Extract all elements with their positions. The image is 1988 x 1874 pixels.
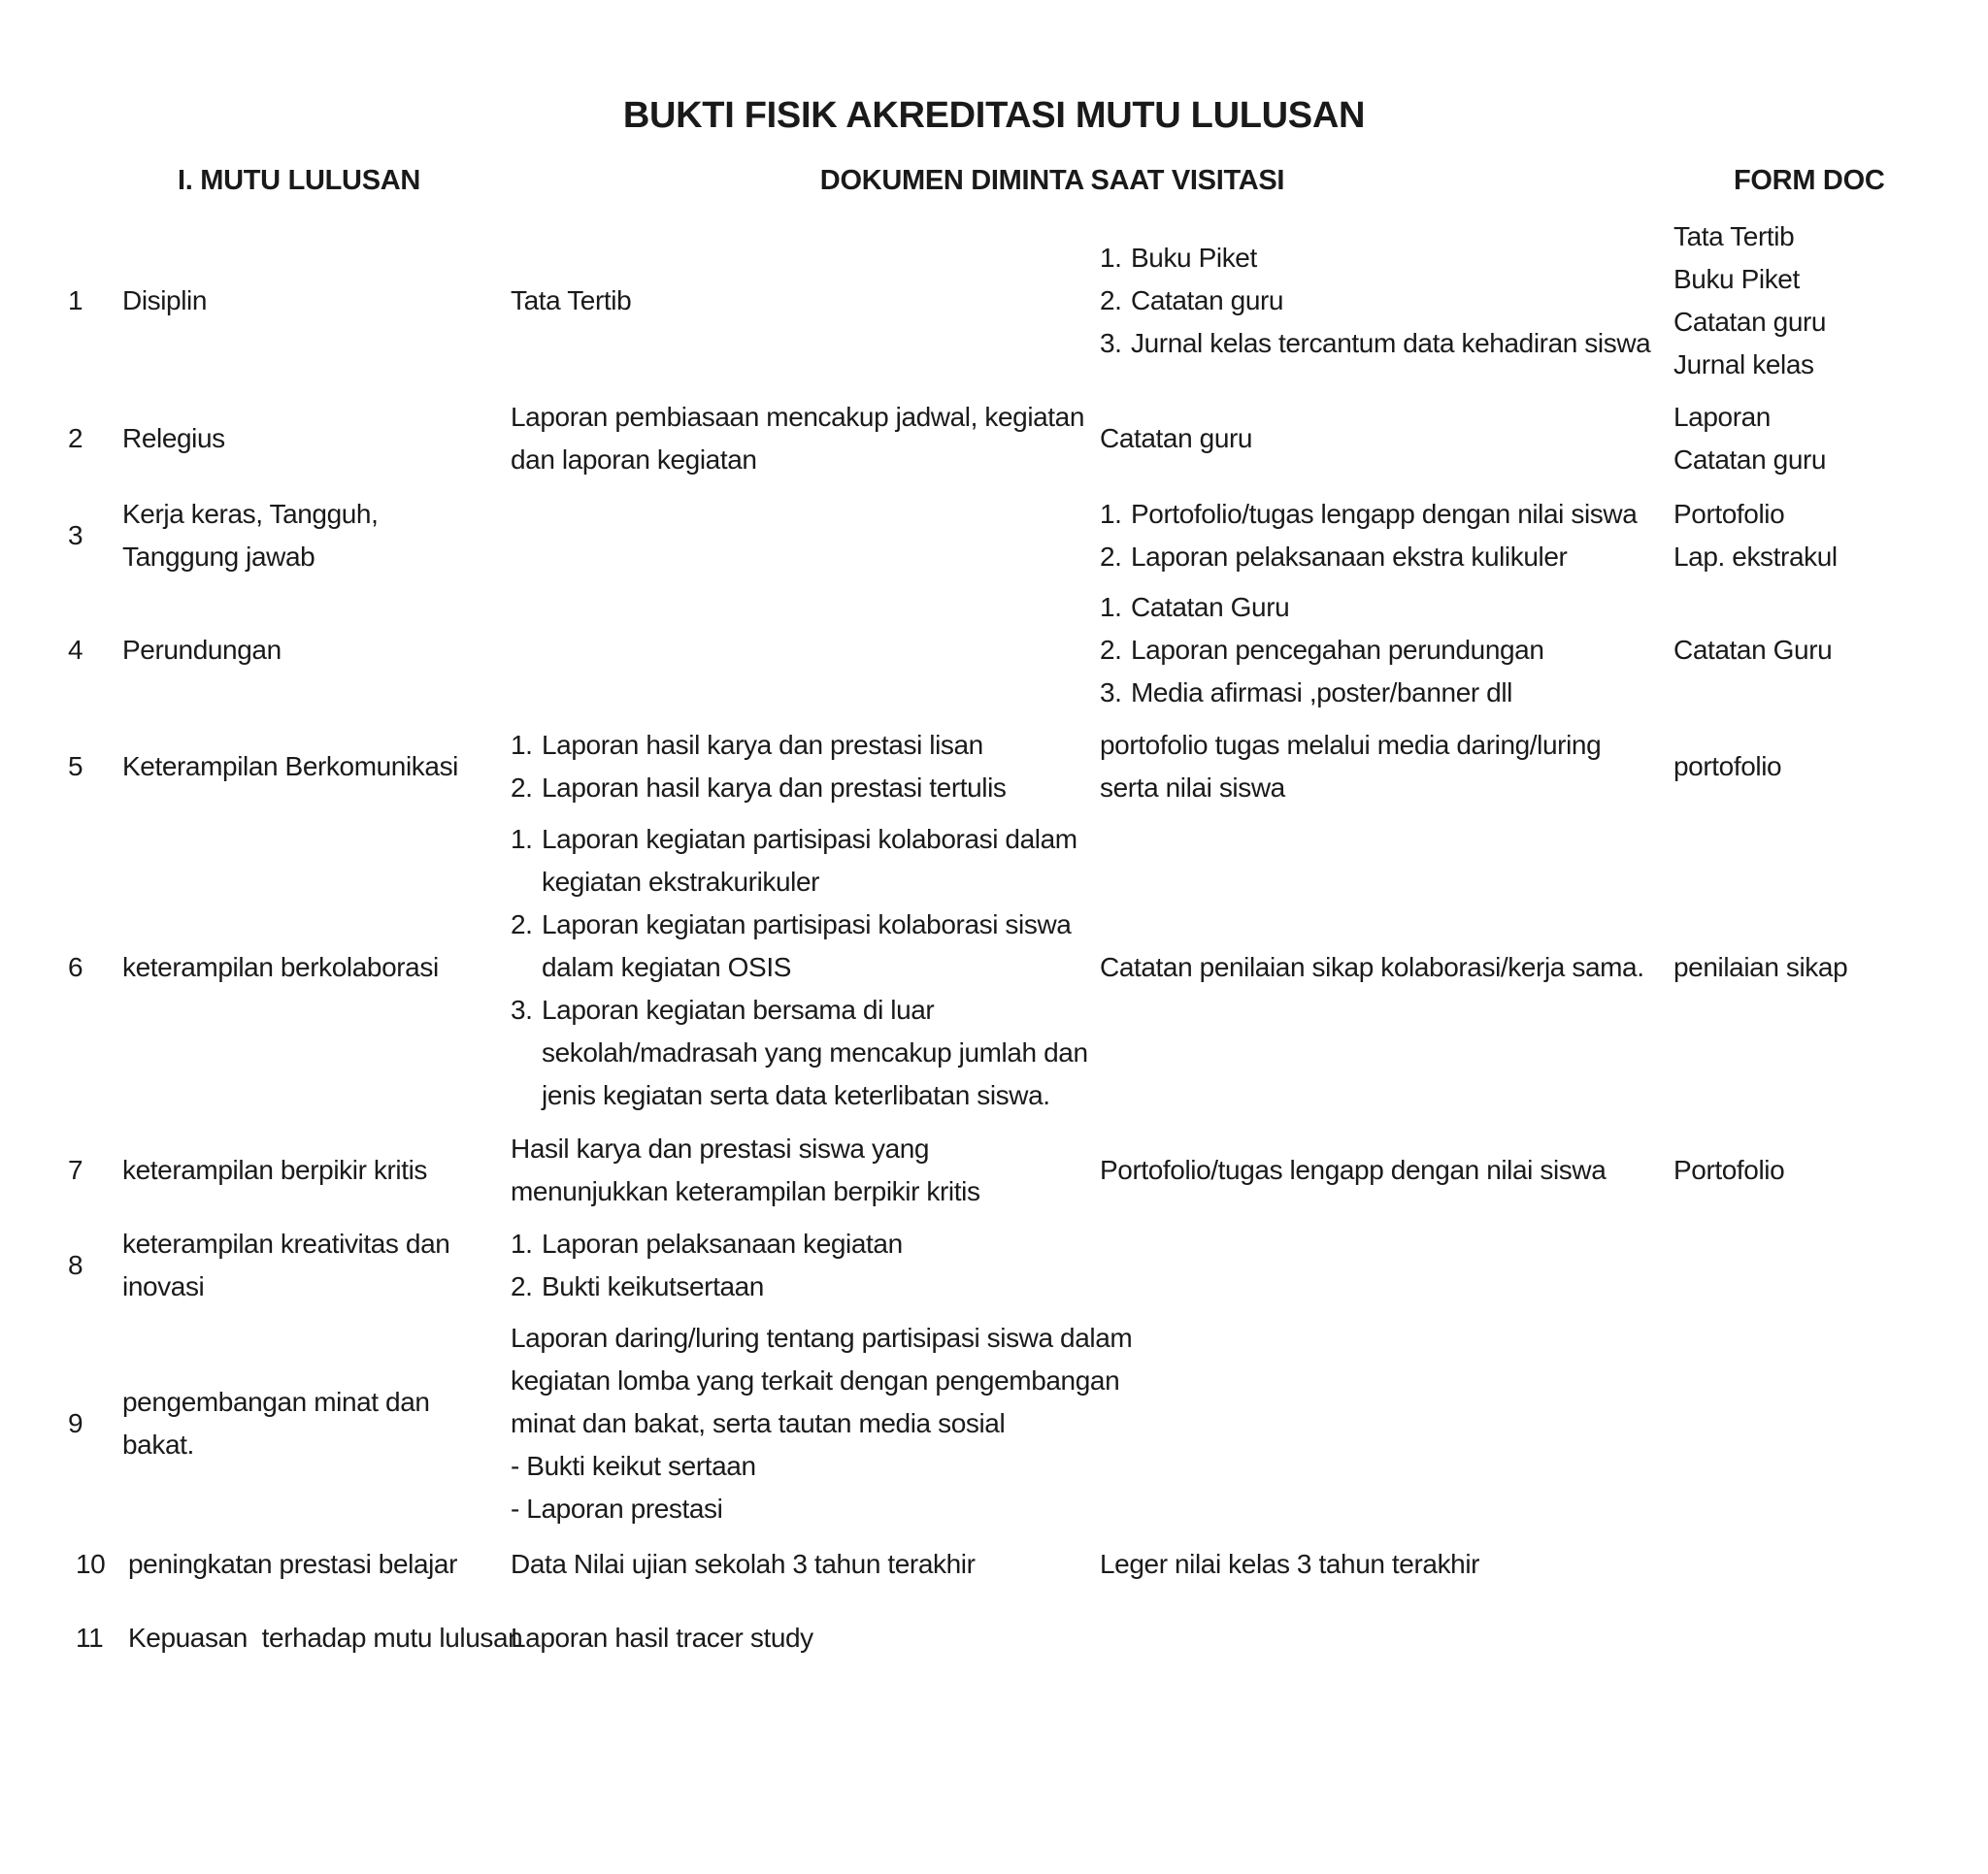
row-number: 10: [76, 1549, 106, 1579]
form-doc-item: Tata Tertib: [1673, 221, 1795, 251]
row-number: 4: [68, 635, 83, 665]
list-item: 2. Catatan guru: [1100, 285, 1284, 315]
form-doc-list: [1673, 215, 1965, 386]
document-visitation-list: [1100, 493, 1673, 578]
list-item: kegiatan lomba yang terkait dengan pengembangan: [511, 1365, 1120, 1396]
document-visitation: portofolio tugas melalui media daring/luring serta nilai siswa: [1100, 730, 1602, 803]
row-number: 2: [68, 423, 83, 453]
form-doc-list: [1673, 396, 1965, 481]
criteria-name: Kerja keras, Tangguh, Tanggung jawab: [122, 499, 379, 572]
list-item: 1. Portofolio/tugas lengapp dengan nilai siswa: [1100, 499, 1638, 529]
criteria-name: keterampilan berpikir kritis: [122, 1155, 428, 1185]
document-required: Tata Tertib: [511, 285, 632, 315]
document-required: Hasil karya dan prestasi siswa yang menunjukkan keterampilan berpikir kritis: [511, 1134, 980, 1206]
list-item: 1. Laporan kegiatan partisipasi kolaborasi dalam kegiatan ekstrakurikuler: [511, 824, 1077, 897]
table-row: [0, 1219, 1988, 1312]
criteria-name: keterampilan berkolaborasi: [122, 952, 439, 982]
header-dokumen: DOKUMEN DIMINTA SAAT VISITASI: [819, 165, 1285, 196]
list-item: 2. Laporan pencegahan perundungan: [1100, 635, 1544, 665]
list-item: 3. Jurnal kelas tercantum data kehadiran siswa: [1100, 328, 1651, 358]
table-row: [0, 392, 1988, 485]
row-number: 3: [68, 520, 83, 550]
form-doc: penilaian sikap: [1673, 952, 1848, 982]
list-item: - Bukti keikut sertaan: [511, 1451, 756, 1481]
form-doc-item: Catatan guru: [1673, 307, 1827, 337]
criteria-name: keterampilan kreativitas dan inovasi: [122, 1229, 450, 1301]
list-item: 2. Bukti keikutsertaan: [511, 1271, 764, 1301]
criteria-name: Perundungan: [122, 635, 282, 665]
table-row: [0, 584, 1988, 716]
list-item: 2. Laporan pelaksanaan ekstra kulikuler: [1100, 542, 1568, 572]
row-number: 1: [68, 285, 83, 315]
document-required-list: [511, 1317, 1133, 1530]
criteria-name: Disiplin: [122, 285, 208, 315]
list-item: 2. Laporan kegiatan partisipasi kolaborasi siswa dalam kegiatan OSIS: [511, 909, 1072, 982]
list-item: 1. Laporan pelaksanaan kegiatan: [511, 1229, 903, 1259]
list-item: - Laporan prestasi: [511, 1494, 723, 1524]
form-doc: Catatan Guru: [1673, 635, 1833, 665]
form-doc-item: Buku Piket: [1673, 264, 1800, 294]
document-required: Data Nilai ujian sekolah 3 tahun terakhir: [511, 1549, 976, 1579]
row-number: 8: [68, 1250, 83, 1280]
form-doc-item: Laporan: [1673, 402, 1771, 432]
document-visitation: Portofolio/tugas lengapp dengan nilai siswa: [1100, 1155, 1607, 1185]
list-item: Laporan daring/luring tentang partisipasi siswa dalam: [511, 1323, 1133, 1353]
list-item: 1. Buku Piket: [1100, 243, 1257, 273]
row-number: 9: [68, 1408, 83, 1438]
page-title: BUKTI FISIK AKREDITASI MUTU LULUSAN: [622, 95, 1366, 136]
list-item: minat dan bakat, serta tautan media sosial: [511, 1408, 1006, 1438]
table-row: [0, 1124, 1988, 1217]
list-item: 3. Media afirmasi ,poster/banner dll: [1100, 677, 1512, 707]
document-required-list: [511, 818, 1103, 1117]
table-row: [0, 1314, 1988, 1533]
document-visitation-list: [1100, 586, 1673, 714]
criteria-name: peningkatan prestasi belajar: [128, 1549, 458, 1579]
document-required-list: [511, 724, 1103, 809]
criteria-name: pengembangan minat dan bakat.: [122, 1387, 430, 1460]
header-form-doc: FORM DOC: [1734, 165, 1885, 196]
list-item: 1. Catatan Guru: [1100, 592, 1290, 622]
form-doc-item: Catatan guru: [1673, 444, 1827, 475]
row-number: 5: [68, 751, 83, 781]
row-number: 11: [76, 1623, 104, 1653]
form-doc-item: Jurnal kelas: [1673, 349, 1814, 379]
form-doc-item: Portofolio: [1673, 499, 1785, 529]
form-doc: portofolio: [1673, 751, 1782, 781]
table-row: [0, 215, 1988, 386]
table-row: [0, 1539, 1988, 1590]
list-item: 2. Laporan hasil karya dan prestasi tertulis: [511, 773, 1007, 803]
form-doc: Portofolio: [1673, 1155, 1785, 1185]
criteria-name: Keterampilan Berkomunikasi: [122, 751, 458, 781]
document-visitation: Catatan penilaian sikap kolaborasi/kerja sama.: [1100, 952, 1644, 982]
document-required: Laporan hasil tracer study: [511, 1623, 813, 1653]
criteria-name: Relegius: [122, 423, 225, 453]
form-doc-list: [1673, 493, 1965, 578]
form-doc-item: Lap. ekstrakul: [1673, 542, 1838, 572]
table-row: [0, 1613, 1988, 1663]
criteria-name: Kepuasan terhadap mutu lulusan: [128, 1623, 523, 1653]
table-row: [0, 489, 1988, 582]
document-visitation: Leger nilai kelas 3 tahun terakhir: [1100, 1549, 1480, 1579]
row-number: 7: [68, 1155, 83, 1185]
list-item: 1. Laporan hasil karya dan prestasi lisan: [511, 730, 983, 760]
table-row: [0, 720, 1988, 813]
document-visitation-list: [1100, 237, 1673, 365]
table-row: [0, 815, 1988, 1120]
list-item: 3. Laporan kegiatan bersama di luar sekolah/madrasah yang mencakup jumlah dan jenis kegiatan serta data keterlibatan siswa.: [511, 995, 1088, 1110]
row-number: 6: [68, 952, 83, 982]
document-required-list: [511, 1223, 1103, 1308]
header-mutu-lulusan: I. MUTU LULUSAN: [178, 165, 421, 196]
document-required: Laporan pembiasaan mencakup jadwal, kegiatan dan laporan kegiatan: [511, 402, 1085, 475]
document-visitation: Catatan guru: [1100, 423, 1253, 453]
